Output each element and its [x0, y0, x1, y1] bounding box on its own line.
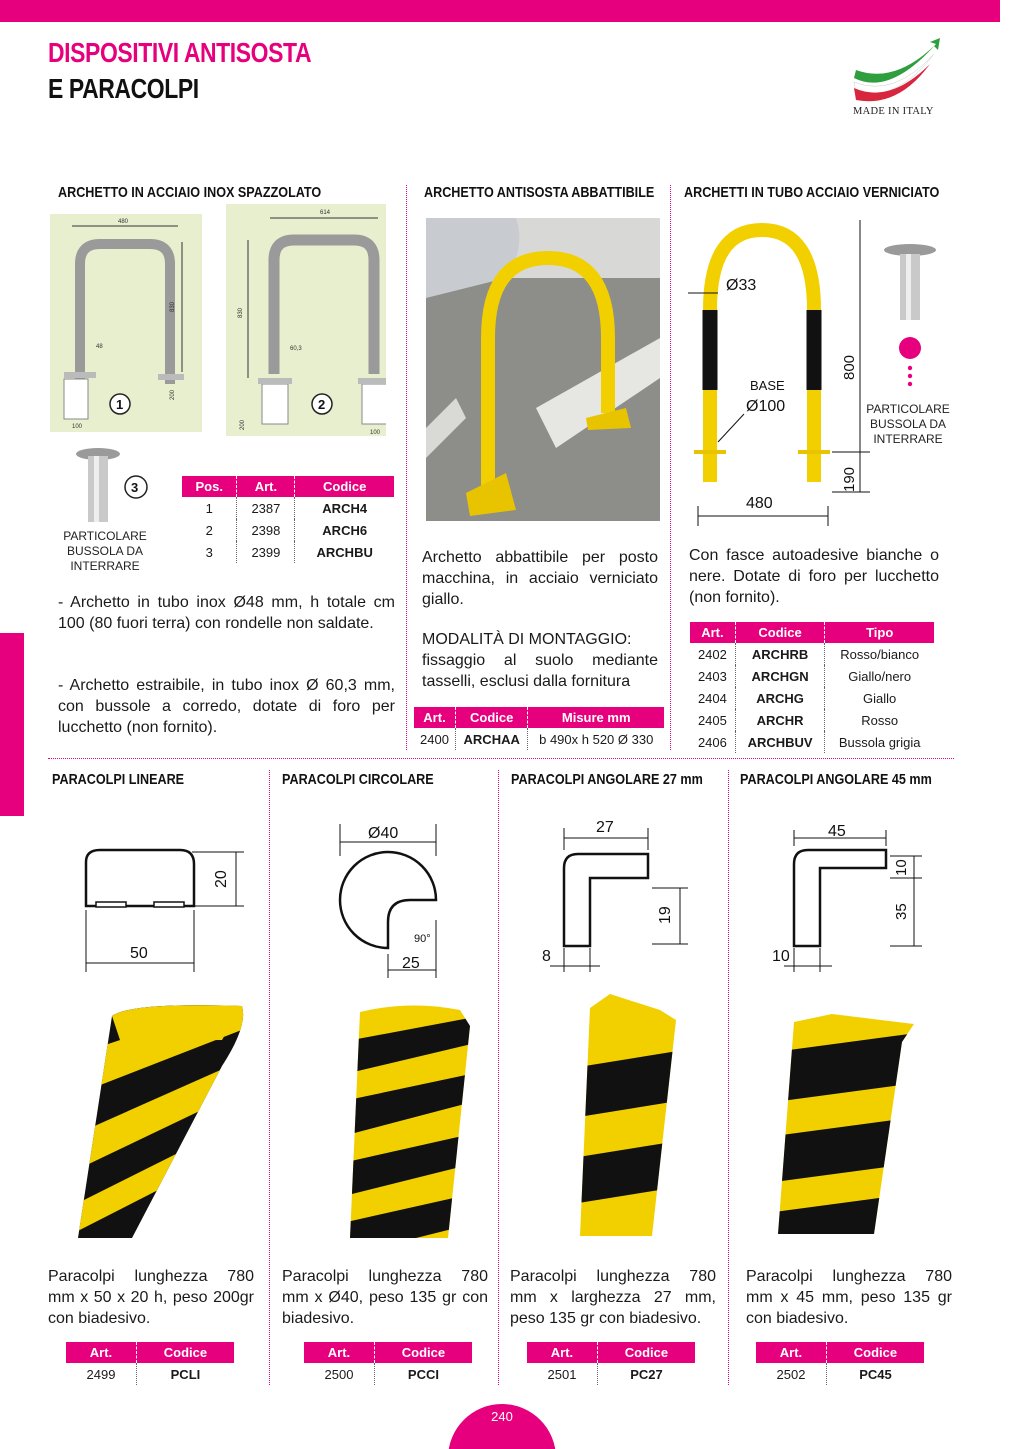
table-row: 2404 ARCHG Giallo: [690, 687, 934, 709]
mounting-description: fissaggio al suolo mediante tasselli, esclusi dalla fornitura: [422, 652, 658, 690]
description-inox-1: - Archetto in tubo inox Ø48 mm, h totale cm 100 (80 fuori terra) con rondelle non saldate.: [58, 594, 395, 632]
technical-drawing-2: [226, 204, 386, 436]
description-circolare: Paracolpi lunghezza 780 mm x Ø40, peso 135 gr con biadesivo.: [282, 1268, 488, 1327]
section-heading-inox: ARCHETTO IN ACCIAIO INOX SPAZZOLATO: [58, 184, 322, 201]
section-heading-abbattibile: ARCHETTO ANTISOSTA ABBATTIBILE: [424, 184, 655, 201]
col-codice: Codice: [295, 476, 394, 497]
painted-bollard-drawing: [682, 210, 952, 530]
side-accent-tab: [0, 633, 24, 816]
svg-text:190: 190: [841, 466, 858, 492]
svg-text:27: 27: [596, 819, 614, 836]
svg-text:48: 48: [96, 344, 103, 350]
svg-text:830: 830: [238, 307, 244, 318]
ground-sleeve-image: [70, 446, 156, 528]
table-row: 2403 ARCHGN Giallo/nero: [690, 665, 934, 687]
svg-text:50: 50: [130, 945, 148, 962]
made-in-italy-text: MADE IN ITALY: [853, 106, 934, 117]
svg-text:8: 8: [542, 948, 551, 965]
bumper-photo-angolare-27: [560, 990, 684, 1240]
svg-text:800: 800: [841, 354, 858, 380]
mounting-title: MODALITÀ DI MONTAGGIO:: [422, 631, 632, 648]
table-row: 2405 ARCHR Rosso: [690, 709, 934, 731]
table-row: 2406 ARCHBUV Bussola grigia: [690, 731, 934, 753]
table-row: 2500 PCCI: [304, 1363, 472, 1385]
profile-drawing-lineare: [74, 836, 254, 976]
description-angolare-27: Paracolpi lunghezza 780 mm x larghezza 27 mm, peso 135 gr con biadesivo.: [510, 1268, 716, 1327]
section-heading-angolare-45: PARACOLPI ANGOLARE 45 mm: [740, 771, 932, 788]
section-heading-lineare: PARACOLPI LINEARE: [52, 771, 185, 788]
col-art: Art.: [237, 476, 295, 497]
page-number: 240: [491, 1409, 513, 1424]
product-table-angolare-45: Art. Codice 2502 PC45: [756, 1342, 924, 1385]
svg-text:Ø33: Ø33: [726, 277, 757, 294]
folding-bollard-photo: [426, 218, 660, 521]
svg-text:35: 35: [893, 903, 910, 920]
column-divider: [670, 185, 671, 750]
description-angolare-45: Paracolpi lunghezza 780 mm x 45 mm, peso 135 gr con biadesivo.: [746, 1268, 952, 1327]
product-table-lineare: Art. Codice 2499 PCLI: [66, 1342, 234, 1385]
table-row: 3 2399 ARCHBU: [182, 541, 394, 563]
table-row: 2400 ARCHAA b 490x h 520 Ø 330: [414, 728, 664, 750]
page-title-line1: DISPOSITIVI ANTISOSTA: [48, 37, 312, 68]
product-table-verniciato: Art. Codice Tipo 2402 ARCHRB Rosso/bianco 2403 ARCHGN Giallo/nero 2404 ARCHG Giallo 2405 ARCHR Rosso 2406 ARCHBUV Bussola grigia: [690, 622, 934, 753]
table-row: 2502 PC45: [756, 1363, 924, 1385]
svg-text:480: 480: [118, 219, 129, 225]
product-table-angolare-27: Art. Codice 2501 PC27: [527, 1342, 695, 1385]
detail-caption: PARTICOLARE BUSSOLA DA INTERRARE: [866, 402, 950, 446]
bumper-photo-circolare: [320, 996, 480, 1242]
svg-text:1: 1: [116, 397, 124, 412]
svg-text:25: 25: [402, 955, 420, 972]
section-heading-angolare-27: PARACOLPI ANGOLARE 27 mm: [511, 771, 703, 788]
svg-text:200: 200: [240, 419, 246, 430]
made-in-italy-logo: [850, 38, 942, 104]
svg-text:614: 614: [320, 210, 331, 216]
description-abbattibile: Archetto abbattibile per posto macchina, in acciaio verniciato giallo.: [422, 549, 658, 608]
svg-text:830: 830: [170, 301, 176, 312]
section-heading-circolare: PARACOLPI CIRCOLARE: [282, 771, 434, 788]
svg-text:2: 2: [318, 397, 326, 412]
svg-text:100: 100: [72, 424, 83, 430]
svg-text:10: 10: [893, 859, 910, 876]
svg-text:Ø40: Ø40: [368, 825, 399, 842]
top-accent-bar: [0, 0, 1000, 22]
product-table-abbattibile: Art. Codice Misure mm 2400 ARCHAA b 490x h 520 Ø 330: [414, 707, 664, 750]
svg-text:480: 480: [746, 495, 773, 512]
page-title-line2: E PARACOLPI: [48, 73, 199, 104]
column-divider: [406, 185, 407, 750]
profile-drawing-circolare: [330, 820, 460, 980]
table-row: 2 2398 ARCH6: [182, 519, 394, 541]
bumper-photo-angolare-45: [774, 1012, 924, 1238]
description-verniciato: Con fasce autoadesive bianche o nere. Dotate di foro per lucchetto (non fornito).: [689, 547, 939, 606]
bumper-photo-lineare: [72, 996, 252, 1242]
row-divider: [48, 758, 954, 759]
section-heading-verniciato: ARCHETTI IN TUBO ACCIAIO VERNICIATO: [684, 184, 940, 201]
svg-text:Ø100: Ø100: [746, 398, 786, 415]
table-row: 2402 ARCHRB Rosso/bianco: [690, 643, 934, 665]
table-row: 2499 PCLI: [66, 1363, 234, 1385]
column-divider: [498, 770, 499, 1385]
table-row: 2501 PC27: [527, 1363, 695, 1385]
product-table-inox: [182, 476, 394, 563]
description-inox-2: - Archetto estraibile, in tubo inox Ø 60,3 mm, con bussole a corredo, dotate di foro per lucchetto (non fornito).: [58, 677, 395, 736]
profile-drawing-angolare-27: [536, 816, 696, 976]
product-table-circolare: Art. Codice 2500 PCCI: [304, 1342, 472, 1385]
svg-text:3: 3: [131, 480, 139, 495]
svg-text:10: 10: [772, 948, 790, 965]
col-pos: Pos.: [182, 476, 237, 497]
column-divider: [269, 770, 270, 1385]
svg-text:20: 20: [213, 870, 230, 888]
profile-drawing-angolare-45: [770, 816, 930, 976]
detail-caption: PARTICOLARE BUSSOLA DA INTERRARE: [63, 529, 147, 573]
svg-text:200: 200: [170, 389, 176, 400]
svg-text:19: 19: [657, 906, 674, 924]
column-divider: [728, 770, 729, 1385]
svg-text:BASE: BASE: [750, 378, 785, 393]
svg-text:60,3: 60,3: [290, 346, 302, 352]
svg-text:90°: 90°: [414, 933, 431, 945]
technical-drawing-1: [50, 214, 202, 432]
table-row: 1 2387 ARCH4: [182, 497, 394, 519]
description-lineare: Paracolpi lunghezza 780 mm x 50 x 20 h, peso 200gr con biadesivo.: [48, 1268, 254, 1327]
svg-text:45: 45: [828, 823, 846, 840]
svg-text:100: 100: [370, 430, 381, 436]
